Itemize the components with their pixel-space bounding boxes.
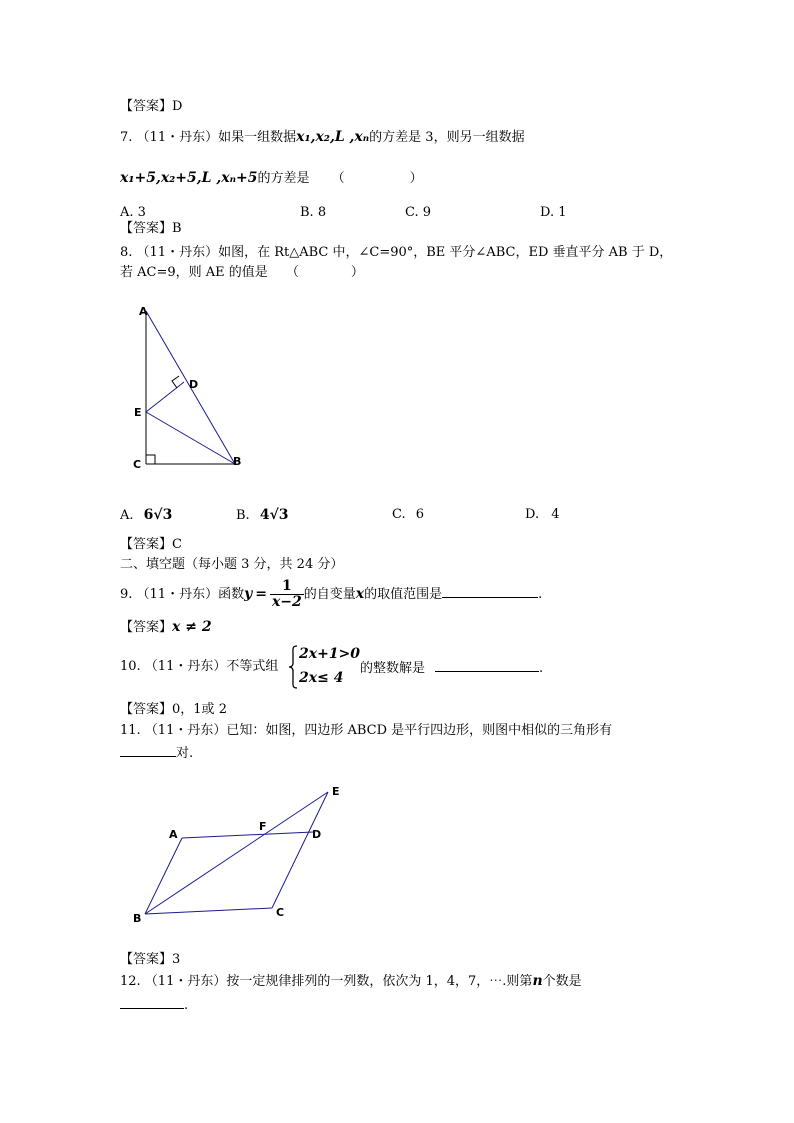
answer-value: C	[172, 537, 182, 552]
q10-suffix: 的整数解是	[360, 661, 426, 676]
answer-tag: 【答案】	[120, 221, 173, 236]
q9-fraction	[270, 579, 304, 610]
option-value: 4√3	[259, 507, 289, 523]
q8-line2-text: 若 AC=9，则 AE 的值是	[120, 265, 268, 280]
q7-option-b: B. 8	[300, 205, 327, 220]
q7-seq2: x₁+5,x₂+5,L ,xₙ+5	[120, 170, 258, 186]
q10-blank	[435, 659, 539, 672]
q9-denominator: x−2	[271, 594, 302, 610]
q10-brace	[288, 645, 298, 689]
q9-x: x	[355, 586, 365, 602]
q8-option-d	[525, 507, 560, 523]
q11-line1: 11. （11・丹东）已知：如图，四边形 ABCD 是平行四边形，则图中相似的三角形有	[120, 723, 613, 738]
q10-ineq2: 2x≤ 4	[299, 670, 344, 686]
label-b: B	[133, 912, 142, 925]
q7-text-c: 的方差是	[257, 171, 310, 186]
q9-answer	[120, 619, 212, 636]
segment-eb	[146, 412, 235, 464]
q9-numerator: 1	[270, 579, 304, 595]
q11-parallelogram-figure	[125, 780, 355, 930]
q12-line1	[120, 973, 582, 990]
q7-option-a: A. 3	[120, 205, 146, 220]
label-d: D	[189, 378, 199, 391]
q10-prefix: 10. （11・丹东）不等式组	[120, 659, 279, 674]
q9-line	[120, 577, 542, 611]
q7-text-a: 如果一组数据	[218, 130, 297, 145]
label-e: E	[134, 406, 142, 419]
q9-blank	[442, 585, 538, 598]
answer-tag: 【答案】	[120, 702, 173, 717]
q9-suffix: 的取值范围是	[364, 587, 443, 602]
q8-triangle-figure	[120, 295, 260, 480]
option-value: 6√3	[143, 507, 173, 523]
q7-text-b: 的方差是 3，则另一组数据	[369, 130, 525, 145]
option-value: 6	[415, 507, 425, 522]
q7-option-d: D. 1	[540, 205, 567, 220]
q12-end: .	[184, 998, 189, 1013]
q8-paren: （ ）	[285, 265, 364, 280]
q8-line1: 8. （11・丹东）如图，在 Rt△ABC 中，∠C=90°，BE 平分∠ABC，ED 垂直平分 AB 于 D，	[120, 245, 673, 260]
q7-answer	[120, 221, 182, 237]
q7-source: （11・丹东）	[136, 130, 219, 145]
q12-text-b: 个数是	[542, 974, 582, 989]
answer-tag: 【答案】	[120, 99, 173, 114]
answer-value: x ≠ 2	[172, 619, 212, 635]
segment-be	[145, 792, 328, 914]
q11-line2	[120, 744, 193, 762]
q8-option-c	[392, 507, 424, 523]
segment-ce	[272, 792, 328, 908]
answer-tag: 【答案】	[120, 620, 173, 635]
label-a: A	[169, 828, 178, 841]
q7-line2	[120, 170, 423, 187]
answer-tag: 【答案】	[120, 537, 173, 552]
segment-bc	[145, 908, 272, 914]
q7-line1	[120, 129, 525, 146]
q10-answer	[120, 702, 227, 718]
q11-answer	[120, 952, 180, 968]
q8-answer	[120, 537, 182, 553]
q9-prefix: 9. （11・丹东）函数	[120, 587, 245, 602]
label-a: A	[139, 305, 148, 318]
q9-end: .	[538, 587, 543, 602]
q11-line2-end: 对.	[176, 746, 194, 761]
segment-ad	[182, 832, 313, 838]
segment-ed	[146, 382, 184, 412]
answer-value: 0，1或 2	[172, 702, 227, 717]
q12-line2	[120, 996, 188, 1014]
q12-text-a: 12. （11・丹东）按一定规律排列的一列数，依次为 1，4，7，⋯.则第	[120, 974, 533, 989]
q12-n: n	[532, 973, 543, 989]
answer-value: B	[172, 221, 182, 236]
answer-6	[120, 99, 182, 115]
q7-option-c: C. 9	[405, 205, 432, 220]
q8-option-a	[120, 507, 172, 524]
q7-seq1: x₁,x₂,L ,xₙ	[296, 129, 370, 145]
right-angle-c	[146, 455, 155, 464]
label-b: B	[233, 455, 242, 468]
section-heading: 二、填空题（每小题 3 分，共 24 分）	[120, 557, 344, 572]
label-f: F	[259, 820, 267, 833]
q10-end: .	[539, 661, 544, 676]
q8-option-b	[236, 507, 289, 524]
q9-equals: =	[255, 586, 267, 602]
q9-mid: 的自变量	[303, 587, 356, 602]
label-c: C	[276, 906, 285, 919]
label-e: E	[332, 785, 340, 798]
answer-tag: 【答案】	[120, 952, 173, 967]
segment-ab	[145, 838, 182, 914]
option-label: D.	[525, 507, 540, 522]
option-label: C.	[392, 507, 406, 522]
q9-y: y	[244, 586, 253, 602]
q12-blank	[120, 996, 184, 1009]
option-label: A.	[120, 508, 134, 523]
option-value: 4	[551, 507, 560, 522]
answer-value: 3	[172, 952, 181, 967]
label-c: C	[133, 458, 142, 471]
q10-ineq1: 2x+1>0	[299, 646, 361, 662]
answer-value: D	[172, 99, 183, 114]
q10-tail	[360, 659, 543, 677]
q8-line2	[120, 265, 364, 281]
q7-paren: （ ）	[331, 171, 423, 186]
label-d: D	[312, 828, 322, 841]
q7-number: 7.	[120, 130, 133, 145]
q11-blank	[120, 744, 176, 757]
option-label: B.	[236, 508, 250, 523]
